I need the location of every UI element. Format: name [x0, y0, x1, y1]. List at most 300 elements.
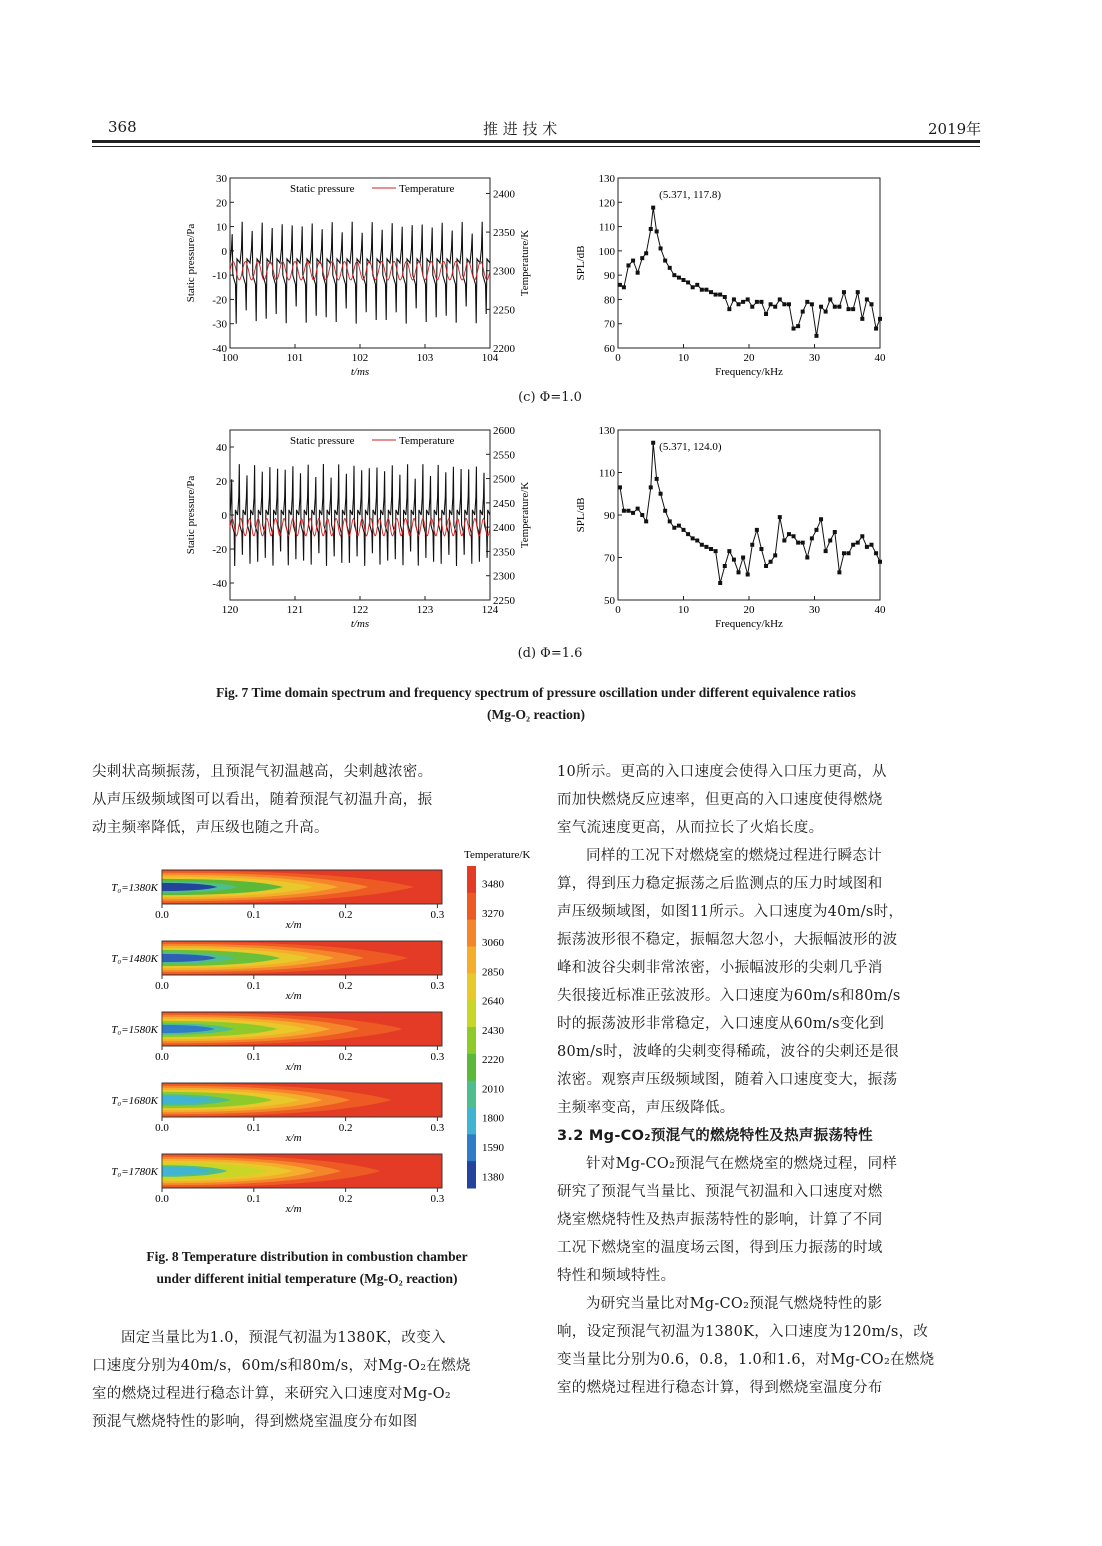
x-tick-label: 0.1: [246, 1051, 261, 1063]
series-spl-line: [620, 208, 880, 336]
x-tick-label: 100: [221, 352, 239, 364]
spl-point: [851, 307, 855, 311]
y2-tick-label: 2400: [493, 188, 515, 201]
spl-point: [649, 485, 653, 489]
chart-d-spl: [568, 422, 898, 642]
spl-point: [750, 543, 754, 547]
text-line: 尖刺状高频振荡，且预混气初温越高，尖刺越浓密。: [92, 764, 433, 780]
spl-point: [691, 536, 695, 540]
series-temperature: [230, 518, 490, 536]
spl-point: [709, 290, 713, 294]
colorbar-label: 3480: [482, 878, 504, 891]
y-tick-label: -30: [212, 318, 227, 331]
colorbar-swatch: [467, 1108, 476, 1135]
spl-point: [865, 545, 869, 549]
spl-point: [644, 251, 648, 255]
spl-point: [773, 305, 777, 309]
x-tick-label: 20: [743, 604, 755, 616]
y-tick-label: 70: [604, 552, 615, 565]
spl-point: [764, 564, 768, 568]
spl-point: [842, 290, 846, 294]
chart-c-time: [180, 170, 540, 390]
x-axis-label: x/m: [285, 919, 302, 931]
text-line: 时的振荡波形非常稳定，入口速度从60m/s变化到: [557, 1016, 885, 1032]
year: 2019年: [928, 120, 982, 138]
spl-point: [727, 549, 731, 553]
spl-point: [837, 305, 841, 309]
text-line: 而加快燃烧反应速率，但更高的入口速度使得燃烧: [557, 792, 883, 808]
right-column: [557, 758, 981, 1402]
header-rule-thin: [92, 146, 980, 147]
x-tick-label: 102: [351, 352, 369, 364]
spl-point: [636, 507, 640, 511]
colorbar-label: 2010: [482, 1083, 504, 1096]
y2-tick-label: 2250: [493, 595, 515, 607]
spl-point: [640, 256, 644, 260]
spl-point: [737, 570, 741, 574]
text-line: 主频率变高，声压级降低。: [557, 1100, 735, 1116]
text-line: 80m/s时，波峰的尖刺变得稀疏，波谷的尖刺还是很: [557, 1044, 900, 1060]
spl-point: [663, 509, 667, 513]
fig8-caption: [92, 1246, 522, 1290]
spl-point: [663, 259, 667, 263]
spl-point: [819, 517, 823, 521]
text-line: 同样的工况下对燃烧室的燃烧过程进行瞬态计: [586, 848, 882, 864]
fig8-caption-line1: Fig. 8 Temperature distribution in combustion chamber: [146, 1249, 468, 1264]
y-tick-label: 30: [216, 173, 227, 185]
text-line: 为研究当量比对Mg-CO₂预混气燃烧特性的影: [586, 1296, 883, 1312]
spl-point: [801, 310, 805, 314]
colorbar-swatch: [467, 947, 476, 974]
colorbar-swatch: [467, 866, 476, 893]
spl-point: [659, 246, 663, 250]
spl-point: [759, 547, 763, 551]
plot-frame: [618, 178, 880, 348]
spl-point: [810, 536, 814, 540]
chart-c-spl: [568, 170, 898, 390]
x-tick-label: 122: [351, 604, 369, 616]
spl-point: [824, 549, 828, 553]
x-axis-label: x/m: [285, 1061, 302, 1073]
spl-point: [860, 317, 864, 321]
spl-point: [764, 312, 768, 316]
section-heading: 3.2 Mg-CO₂预混气的燃烧特性及热声振荡特性: [557, 1128, 873, 1144]
x-axis-label: x/m: [285, 1203, 302, 1215]
spl-point: [682, 528, 686, 532]
legend-temperature: Temperature: [399, 435, 455, 447]
y-tick-label: 0: [221, 245, 227, 258]
text-line: 预混气燃烧特性的影响，得到燃烧室温度分布如图: [92, 1414, 418, 1430]
x-tick-label: 10: [678, 352, 689, 364]
x-tick-label: 104: [481, 352, 499, 364]
text-line: 响，设定预混气初温为1380K，入口速度为120m/s，改: [557, 1324, 929, 1340]
x-tick-label: 0.0: [155, 1051, 169, 1063]
spl-point: [709, 547, 713, 551]
spl-point: [626, 263, 630, 267]
spl-point: [741, 556, 745, 560]
y-tick-label: 20: [216, 476, 227, 488]
colorbar-swatch: [467, 1134, 476, 1161]
text-line: 烧室燃烧特性及热声振荡特性的影响，计算了不同: [557, 1212, 883, 1228]
peak-annotation: (5.371, 124.0): [659, 441, 722, 453]
y2-axis-label: Temperature/K: [519, 229, 531, 297]
spl-point: [700, 543, 704, 547]
spl-point: [787, 302, 791, 306]
series-spl-line: [620, 443, 880, 583]
text-line: 峰和波谷尖刺非常浓密，小振幅波形的尖刺几乎消: [557, 960, 883, 976]
spl-point: [644, 519, 648, 523]
text-line: 动主频率降低，声压级也随之升高。: [92, 820, 329, 836]
x-tick-label: 0.0: [155, 909, 169, 921]
x-tick-label: 20: [743, 352, 755, 364]
spl-point: [677, 276, 681, 280]
y2-tick-label: 2200: [493, 343, 515, 355]
spl-point: [704, 545, 708, 549]
spl-point: [792, 327, 796, 331]
spl-point: [631, 511, 635, 515]
colorbar-swatch: [467, 1000, 476, 1027]
x-axis-label: Frequency/kHz: [715, 618, 783, 630]
y-tick-label: 120: [598, 197, 615, 210]
y2-tick-label: 2350: [493, 227, 515, 240]
text-line: 室气流速度更高，从而拉长了火焰长度。: [557, 820, 824, 836]
y2-tick-label: 2250: [493, 304, 515, 317]
x-axis-label: t/ms: [350, 618, 370, 630]
spl-point: [874, 327, 878, 331]
panel-label: T₀=1380K: [111, 882, 158, 894]
x-axis-label: x/m: [285, 990, 302, 1002]
spl-point: [746, 573, 750, 577]
x-tick-label: 124: [481, 604, 499, 616]
x-tick-label: 0.1: [246, 980, 261, 992]
y2-axis-label: Temperature/K: [519, 481, 531, 549]
peak-annotation: (5.371, 117.8): [659, 189, 722, 201]
y-tick-label: 80: [604, 294, 615, 307]
spl-point: [805, 556, 809, 560]
spl-point: [828, 297, 832, 301]
spl-point: [878, 560, 882, 564]
fig8-contours: [92, 842, 532, 1232]
spl-point: [732, 297, 736, 301]
text-line: 声压级频域图，如图11所示。入口速度为40m/s时，: [557, 904, 904, 920]
colorbar-label: 1590: [482, 1142, 504, 1155]
subfig-c-caption: (c) Φ=1.0: [518, 390, 582, 405]
spl-point: [741, 300, 745, 304]
spl-point: [824, 310, 828, 314]
y2-tick-label: 2600: [493, 425, 515, 437]
spl-point: [618, 283, 622, 287]
y-tick-label: 90: [604, 510, 615, 522]
spl-point: [695, 283, 699, 287]
spl-point: [814, 334, 818, 338]
spl-point: [878, 317, 882, 321]
spl-point: [796, 541, 800, 545]
y-tick-label: -40: [212, 343, 227, 355]
spl-point: [755, 528, 759, 532]
chart-d-time: [180, 422, 540, 642]
y2-tick-label: 2550: [493, 449, 515, 462]
spl-point: [723, 295, 727, 299]
x-tick-label: 120: [221, 604, 239, 616]
spl-point: [655, 477, 659, 481]
header-rule-thick: [92, 140, 980, 143]
spl-point: [847, 551, 851, 555]
legend-static-pressure: Static pressure: [290, 183, 355, 195]
text-line: 算，得到压力稳定振荡之后监测点的压力时域图和: [557, 876, 883, 892]
spl-point: [718, 581, 722, 585]
spl-point: [631, 259, 635, 263]
y-tick-label: 40: [216, 442, 227, 454]
spl-point: [672, 526, 676, 530]
spl-point: [622, 285, 626, 289]
colorbar-title: Temperature/K: [464, 849, 531, 861]
spl-point: [686, 280, 690, 284]
spl-point: [691, 285, 695, 289]
spl-point: [769, 302, 773, 306]
x-tick-label: 0.1: [246, 909, 261, 921]
x-axis-label: Frequency/kHz: [715, 366, 783, 378]
fig7-caption: [92, 682, 980, 726]
spl-point: [668, 266, 672, 270]
subfig-d-caption: (d) Φ=1.6: [517, 646, 583, 661]
spl-point: [869, 302, 873, 306]
page-number: 368: [108, 118, 137, 136]
colorbar-label: 2640: [482, 995, 504, 1008]
spl-point: [723, 564, 727, 568]
panel-label: T₀=1780K: [111, 1166, 158, 1178]
x-tick-label: 0.2: [338, 980, 353, 992]
y-tick-label: 20: [216, 197, 227, 210]
y-axis-label: Static pressure/Pa: [185, 475, 197, 555]
spl-point: [677, 524, 681, 528]
journal-name: 推 进 技 术: [483, 120, 558, 138]
x-tick-label: 0.3: [430, 909, 445, 921]
spl-point: [727, 307, 731, 311]
spl-point: [787, 532, 791, 536]
spl-point: [755, 300, 759, 304]
spl-point: [773, 553, 777, 557]
y-tick-label: 90: [604, 270, 615, 283]
spl-point: [837, 570, 841, 574]
spl-point: [842, 551, 846, 555]
x-tick-label: 0.0: [155, 1122, 169, 1134]
spl-point: [636, 271, 640, 275]
spl-point: [732, 558, 736, 562]
text-line: 室的燃烧过程进行稳态计算，得到燃烧室温度分布: [557, 1380, 883, 1396]
x-tick-label: 0.0: [155, 1193, 169, 1205]
spl-point: [737, 302, 741, 306]
x-tick-label: 103: [416, 352, 434, 364]
y-tick-label: -40: [212, 578, 227, 590]
spl-point: [782, 302, 786, 306]
legend-temperature: Temperature: [399, 183, 455, 195]
x-tick-label: 0.2: [338, 1051, 353, 1063]
colorbar-label: 3060: [482, 937, 504, 950]
spl-point: [851, 543, 855, 547]
x-tick-label: 10: [678, 604, 689, 616]
spl-point: [668, 519, 672, 523]
text-line: 振荡波形很不稳定，振幅忽大忽小，大振幅波形的波: [557, 932, 898, 948]
x-tick-label: 0.1: [246, 1193, 261, 1205]
y-tick-label: 110: [598, 221, 615, 234]
spl-point: [869, 543, 873, 547]
x-axis-label: x/m: [285, 1132, 302, 1144]
spl-point: [874, 551, 878, 555]
spl-point: [769, 560, 773, 564]
fig7-caption-line1: Fig. 7 Time domain spectrum and frequency spectrum of pressure oscillation under different equivalence ratios: [216, 685, 856, 700]
x-tick-label: 0.3: [430, 1122, 445, 1134]
x-tick-label: 0.3: [430, 1051, 445, 1063]
spl-point: [805, 300, 809, 304]
x-tick-label: 0: [615, 604, 621, 616]
text-line: 研究了预混气当量比、预混气初温和入口速度对燃: [557, 1184, 883, 1200]
text-line: 从声压级频域图可以看出，随着预混气初温升高，振: [92, 792, 433, 808]
x-tick-label: 40: [874, 352, 886, 364]
y-tick-label: 10: [216, 221, 227, 234]
colorbar-swatch: [467, 1081, 476, 1108]
spl-point: [778, 515, 782, 519]
y-tick-label: 70: [604, 318, 615, 331]
spl-point: [718, 293, 722, 297]
spl-point: [686, 532, 690, 536]
series-static-pressure: [230, 464, 490, 566]
colorbar-swatch: [467, 920, 476, 947]
spl-point: [682, 278, 686, 282]
spl-point: [695, 539, 699, 543]
panel-label: T₀=1480K: [111, 953, 158, 965]
y-axis-label: SPL/dB: [575, 497, 587, 533]
spl-point: [865, 297, 869, 301]
spl-point: [801, 541, 805, 545]
y2-tick-label: 2500: [493, 473, 515, 486]
x-tick-label: 40: [874, 604, 886, 616]
colorbar-swatch: [467, 1027, 476, 1054]
y-tick-label: 60: [604, 343, 615, 355]
y2-tick-label: 2350: [493, 546, 515, 559]
spl-point: [833, 305, 837, 309]
x-tick-label: 0: [615, 352, 621, 364]
spl-point: [651, 206, 655, 210]
y-tick-label: -20: [212, 294, 227, 307]
y2-tick-label: 2400: [493, 522, 515, 535]
x-tick-label: 0.3: [430, 1193, 445, 1205]
series-static-pressure: [230, 222, 490, 324]
fig8-caption-line2: under different initial temperature (Mg-O₂ reaction): [156, 1271, 458, 1286]
x-axis-label: t/ms: [350, 366, 370, 378]
text-line: 失很接近标准正弦波形。入口速度为60m/s和80m/s: [557, 988, 901, 1004]
x-tick-label: 30: [809, 604, 820, 616]
spl-point: [847, 307, 851, 311]
y2-tick-label: 2300: [493, 570, 515, 583]
colorbar-swatch: [467, 1054, 476, 1081]
text-line: 针对Mg-CO₂预混气在燃烧室的燃烧过程，同样: [586, 1156, 898, 1172]
spl-point: [782, 539, 786, 543]
text-line: 工况下燃烧室的温度场云图，得到压力振荡的时域: [557, 1240, 883, 1256]
spl-point: [833, 530, 837, 534]
fig7-caption-line2: (Mg-O₂ reaction): [487, 707, 585, 722]
spl-point: [828, 539, 832, 543]
y2-tick-label: 2300: [493, 265, 515, 278]
spl-point: [700, 288, 704, 292]
spl-point: [649, 227, 653, 231]
text-line: 浓密。观察声压级频域图，随着入口速度变大，振荡: [557, 1072, 898, 1088]
spl-point: [856, 541, 860, 545]
y-tick-label: 130: [598, 425, 615, 437]
y-tick-label: 0: [221, 510, 227, 522]
y-tick-label: 100: [598, 245, 615, 258]
y-tick-label: 110: [598, 467, 615, 480]
x-tick-label: 0.3: [430, 980, 445, 992]
colorbar-label: 2220: [482, 1054, 504, 1067]
left-para-2: [92, 1324, 522, 1436]
spl-point: [778, 297, 782, 301]
text-line: 口速度分别为40m/s，60m/s和80m/s，对Mg-O₂在燃烧: [92, 1358, 471, 1374]
colorbar-label: 3270: [482, 907, 504, 920]
x-tick-label: 123: [416, 604, 434, 616]
colorbar-label: 2850: [482, 966, 504, 979]
y-axis-label: SPL/dB: [575, 245, 587, 281]
colorbar-label: 1380: [482, 1171, 504, 1184]
colorbar-swatch: [467, 893, 476, 920]
y-tick-label: 50: [604, 595, 615, 607]
spl-point: [651, 441, 655, 445]
spl-point: [759, 300, 763, 304]
text-line: 固定当量比为1.0，预混气初温为1380K，改变入: [121, 1330, 446, 1346]
legend-static-pressure: Static pressure: [290, 435, 355, 447]
x-tick-label: 121: [286, 604, 304, 616]
spl-point: [746, 297, 750, 301]
colorbar-label: 2430: [482, 1024, 504, 1037]
x-tick-label: 0.2: [338, 1193, 353, 1205]
spl-point: [856, 290, 860, 294]
x-tick-label: 0.0: [155, 980, 169, 992]
spl-point: [626, 509, 630, 513]
x-tick-label: 30: [809, 352, 820, 364]
spl-point: [714, 549, 718, 553]
spl-point: [659, 492, 663, 496]
text-line: 室的燃烧过程进行稳态计算，来研究入口速度对Mg-O₂: [92, 1386, 452, 1402]
colorbar-label: 1800: [482, 1112, 504, 1125]
spl-point: [819, 305, 823, 309]
y2-tick-label: 2450: [493, 497, 515, 510]
spl-point: [814, 528, 818, 532]
spl-point: [810, 302, 814, 306]
panel-label: T₀=1680K: [111, 1095, 158, 1107]
spl-point: [714, 293, 718, 297]
left-para-1: [92, 758, 522, 842]
colorbar-swatch: [467, 1161, 476, 1188]
y-tick-label: -20: [212, 544, 227, 556]
y-tick-label: 130: [598, 173, 615, 185]
spl-point: [860, 534, 864, 538]
x-tick-label: 101: [286, 352, 304, 364]
spl-point: [796, 324, 800, 328]
y-axis-label: Static pressure/Pa: [185, 223, 197, 303]
y-tick-label: -10: [212, 270, 227, 283]
spl-point: [618, 485, 622, 489]
text-line: 特性和频域特性。: [557, 1268, 676, 1284]
spl-point: [640, 513, 644, 517]
spl-point: [792, 534, 796, 538]
panel-label: T₀=1580K: [111, 1024, 158, 1036]
spl-point: [704, 288, 708, 292]
x-tick-label: 0.2: [338, 909, 353, 921]
series-temperature: [230, 262, 490, 281]
text-line: 10所示。更高的入口速度会使得入口压力更高，从: [557, 764, 887, 780]
x-tick-label: 0.2: [338, 1122, 353, 1134]
text-line: 变当量比分别为0.6，0.8，1.0和1.6，对Mg-CO₂在燃烧: [557, 1352, 935, 1368]
spl-point: [672, 273, 676, 277]
